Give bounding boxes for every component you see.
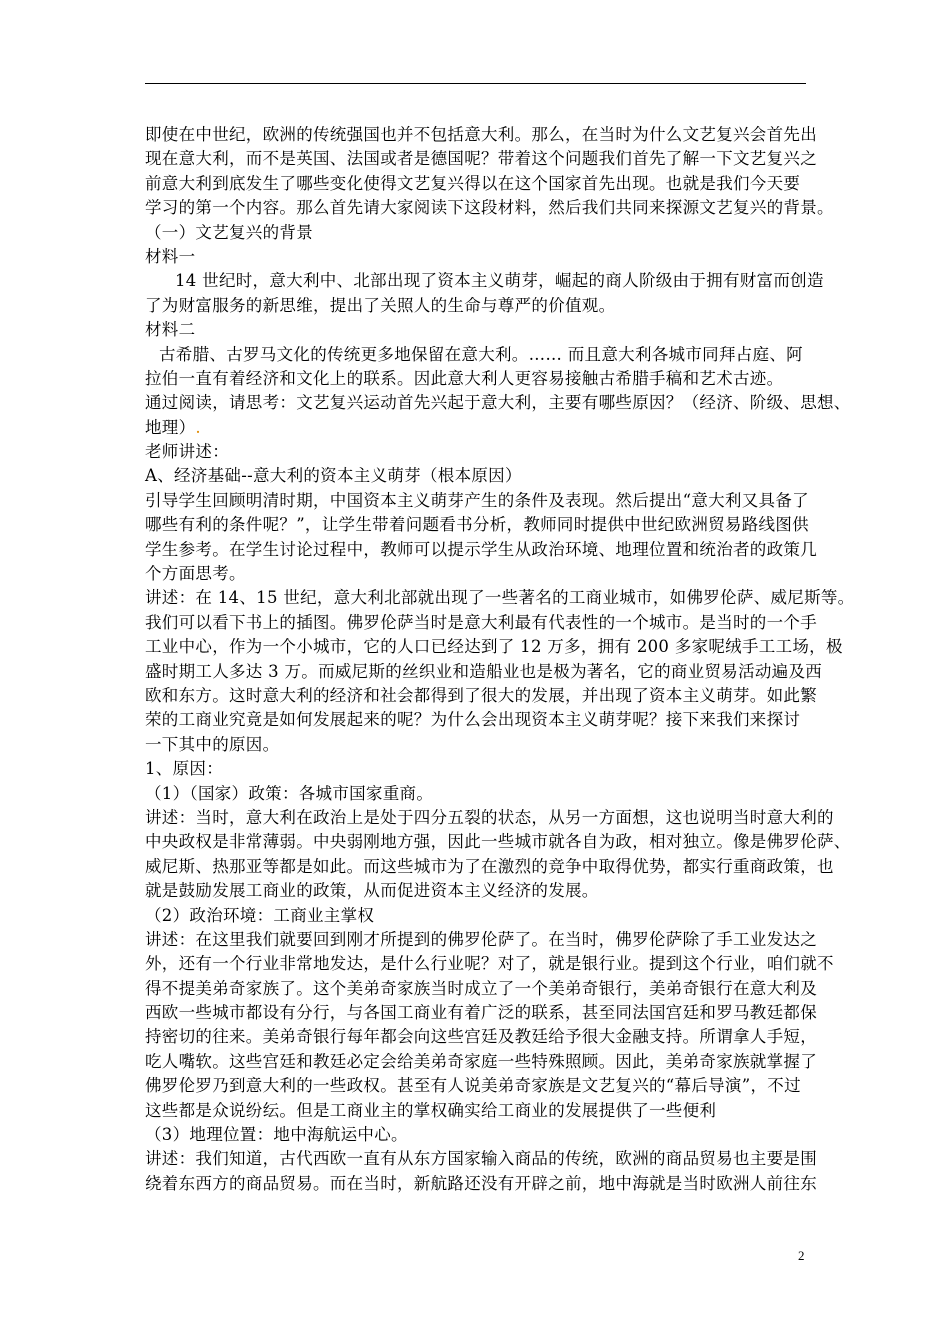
text-line [145,416,815,440]
text-line: 一下其中的原因。 [145,734,280,754]
text-line: 工业中心，作为一个小城市，它的人口已经达到了 12 万多，拥有 200 多家呢绒手工工场，极 [145,637,843,657]
text-line: 了为财富服务的新思维，提出了关照人的生命与尊严的价值观。 [145,295,616,315]
header-rule [145,83,806,84]
text-line: 就是鼓励发展工商业的政策，从而促进资本主义经济的发展。 [145,881,599,901]
text-line: 哪些有利的条件呢？”，让学生带着问题看书分析，教师同时提供中世纪欧洲贸易路线图供 [145,515,809,535]
text-line: 老师讲述： [145,442,229,462]
text-line: 前意大利到底发生了哪些变化使得文艺复兴得以在这个国家首先出现。也就是我们今天要 [145,173,801,193]
text-line: 威尼斯、热那亚等都是如此。而这些城市为了在激烈的竞争中取得优势，都实行重商政策，也 [145,856,834,876]
text-line: 讲述：在这里我们就要回到刚才所提到的佛罗伦萨了。在当时，佛罗伦萨除了手工业发达之 [145,929,817,949]
list-item: 讲述：我们知道，古代西欧一直有从东方国家输入商品的传统，欧洲的商品贸易也主要是围 [145,1149,817,1169]
material-label: 材料二 [145,320,196,340]
text-line: 拉伯一直有着经济和文化上的联系。因此意大利人更容易接触古希腊手稿和艺术古迹。 [145,368,784,388]
text-line: 西欧一些城市都设有分行，与各国工商业有着广泛的联系，甚至同法国宫廷和罗马教廷都保 [145,1003,817,1023]
list-item: （2）政治环境：工商业主掌权 [145,905,375,925]
text-line: 学生参考。在学生讨论过程中，教师可以提示学生从政治环境、地理位置和统治者的政策几 [145,539,817,559]
text-line: 吃人嘴软。这些宫廷和教廷必定会给美弟奇家庭一些特殊照顾。因此，美弟奇家族就掌握了 [145,1051,817,1071]
text-line: 持密切的往来。美弟奇银行每年都会向这些宫廷及教廷给予很大金融支持。所谓拿人手短， [145,1027,817,1047]
text-line: 绕着东西方的商品贸易。而在当时，新航路还没有开辟之前，地中海就是当时欧洲人前往东 [145,1173,817,1193]
text-line: （3）地理位置：地中海航运中心。 [145,1125,408,1145]
material-label: 材料一 [145,246,196,266]
list-item: （1）（国家）政策：各城市国家重商。 [145,783,434,803]
text-line: 盛时期工人多达 3 万。而威尼斯的丝织业和造船业也是极为著名，它的商业贸易活动遍及西 [145,661,823,681]
text-line: 佛罗伦罗乃到意大利的一些政权。甚至有人说美弟奇家族是文艺复兴的“幕后导演”，不过 [145,1076,801,1096]
text-line: 讲述：当时，意大利在政治上是处于四分五裂的状态，从另一方面想，这也说明当时意大利的 [145,807,834,827]
text-line: 讲述：在 14、15 世纪，意大利北部就出现了一些著名的工商业城市，如佛罗伦萨、威尼斯等。 [145,588,855,608]
text-line: 荣的工商业究竟是如何发展起来的呢？为什么会出现资本主义萌芽呢？接下来我们来探讨 [145,710,801,730]
text-line: 欧和东方。这时意大利的经济和社会都得到了很大的发展，并出现了资本主义萌芽。如此繁 [145,685,817,705]
text-line [145,1196,815,1220]
text-line: 学习的第一个内容。那么首先请大家阅读下这段材料，然后我们共同来探源文艺复兴的背景。 [145,198,834,218]
text-line: 14 世纪时，意大利中、北部出现了资本主义萌芽，崛起的商人阶级由于拥有财富而创造 [175,271,824,291]
text-line: 我们可以看下书上的插图。佛罗伦萨当时是意大利最有代表性的一个城市。是当时的一个手 [145,612,817,632]
text-line: 中央政权是非常薄弱。中央弱刚地方强，因此一些城市就各自为政，相对独立。像是佛罗伦萨、 [145,832,851,852]
text-line: 通过阅读，请思考：文艺复兴运动首先兴起于意大利，主要有哪些原因？（经济、阶级、思想、 [145,393,851,413]
text-line: 外，还有一个行业非常地发达，是什么行业呢？对了，就是银行业。提到这个行业，咱们就不 [145,954,834,974]
mark-dot: . [195,417,201,437]
text-line: 引导学生回顾明清时期，中国资本主义萌芽产生的条件及表现。然后提出“意大利又具备了 [145,490,809,510]
text-span: 地理） [145,417,196,437]
text-line: 古希腊、古罗马文化的传统更多地保留在意大利。…… 而且意大利各城市同拜占庭、阿 [159,344,803,364]
text-line: 个方面思考。 [145,564,246,584]
list-heading: 1、原因： [145,759,223,779]
text-line: 得不提美弟奇家族了。这个美弟奇家族当时成立了一个美弟奇银行，美弟奇银行在意大利及 [145,978,817,998]
subsection-heading: A、经济基础--意大利的资本主义萌芽（根本原因） [145,466,522,486]
page-number: 2 [798,1248,805,1263]
text-line: 即使在中世纪，欧洲的传统强国也并不包括意大利。那么，在当时为什么文艺复兴会首先出 [145,125,817,144]
section-heading: （一）文艺复兴的背景 [145,222,313,242]
text-line: 这些都是众说纷纭。但是工商业主的掌权确实给工商业的发展提供了一些便利 [145,1100,717,1120]
text-line: 现在意大利，而不是英国、法国或者是德国呢？带着这个问题我们首先了解一下文艺复兴之 [145,149,817,169]
document-body [145,123,855,1221]
